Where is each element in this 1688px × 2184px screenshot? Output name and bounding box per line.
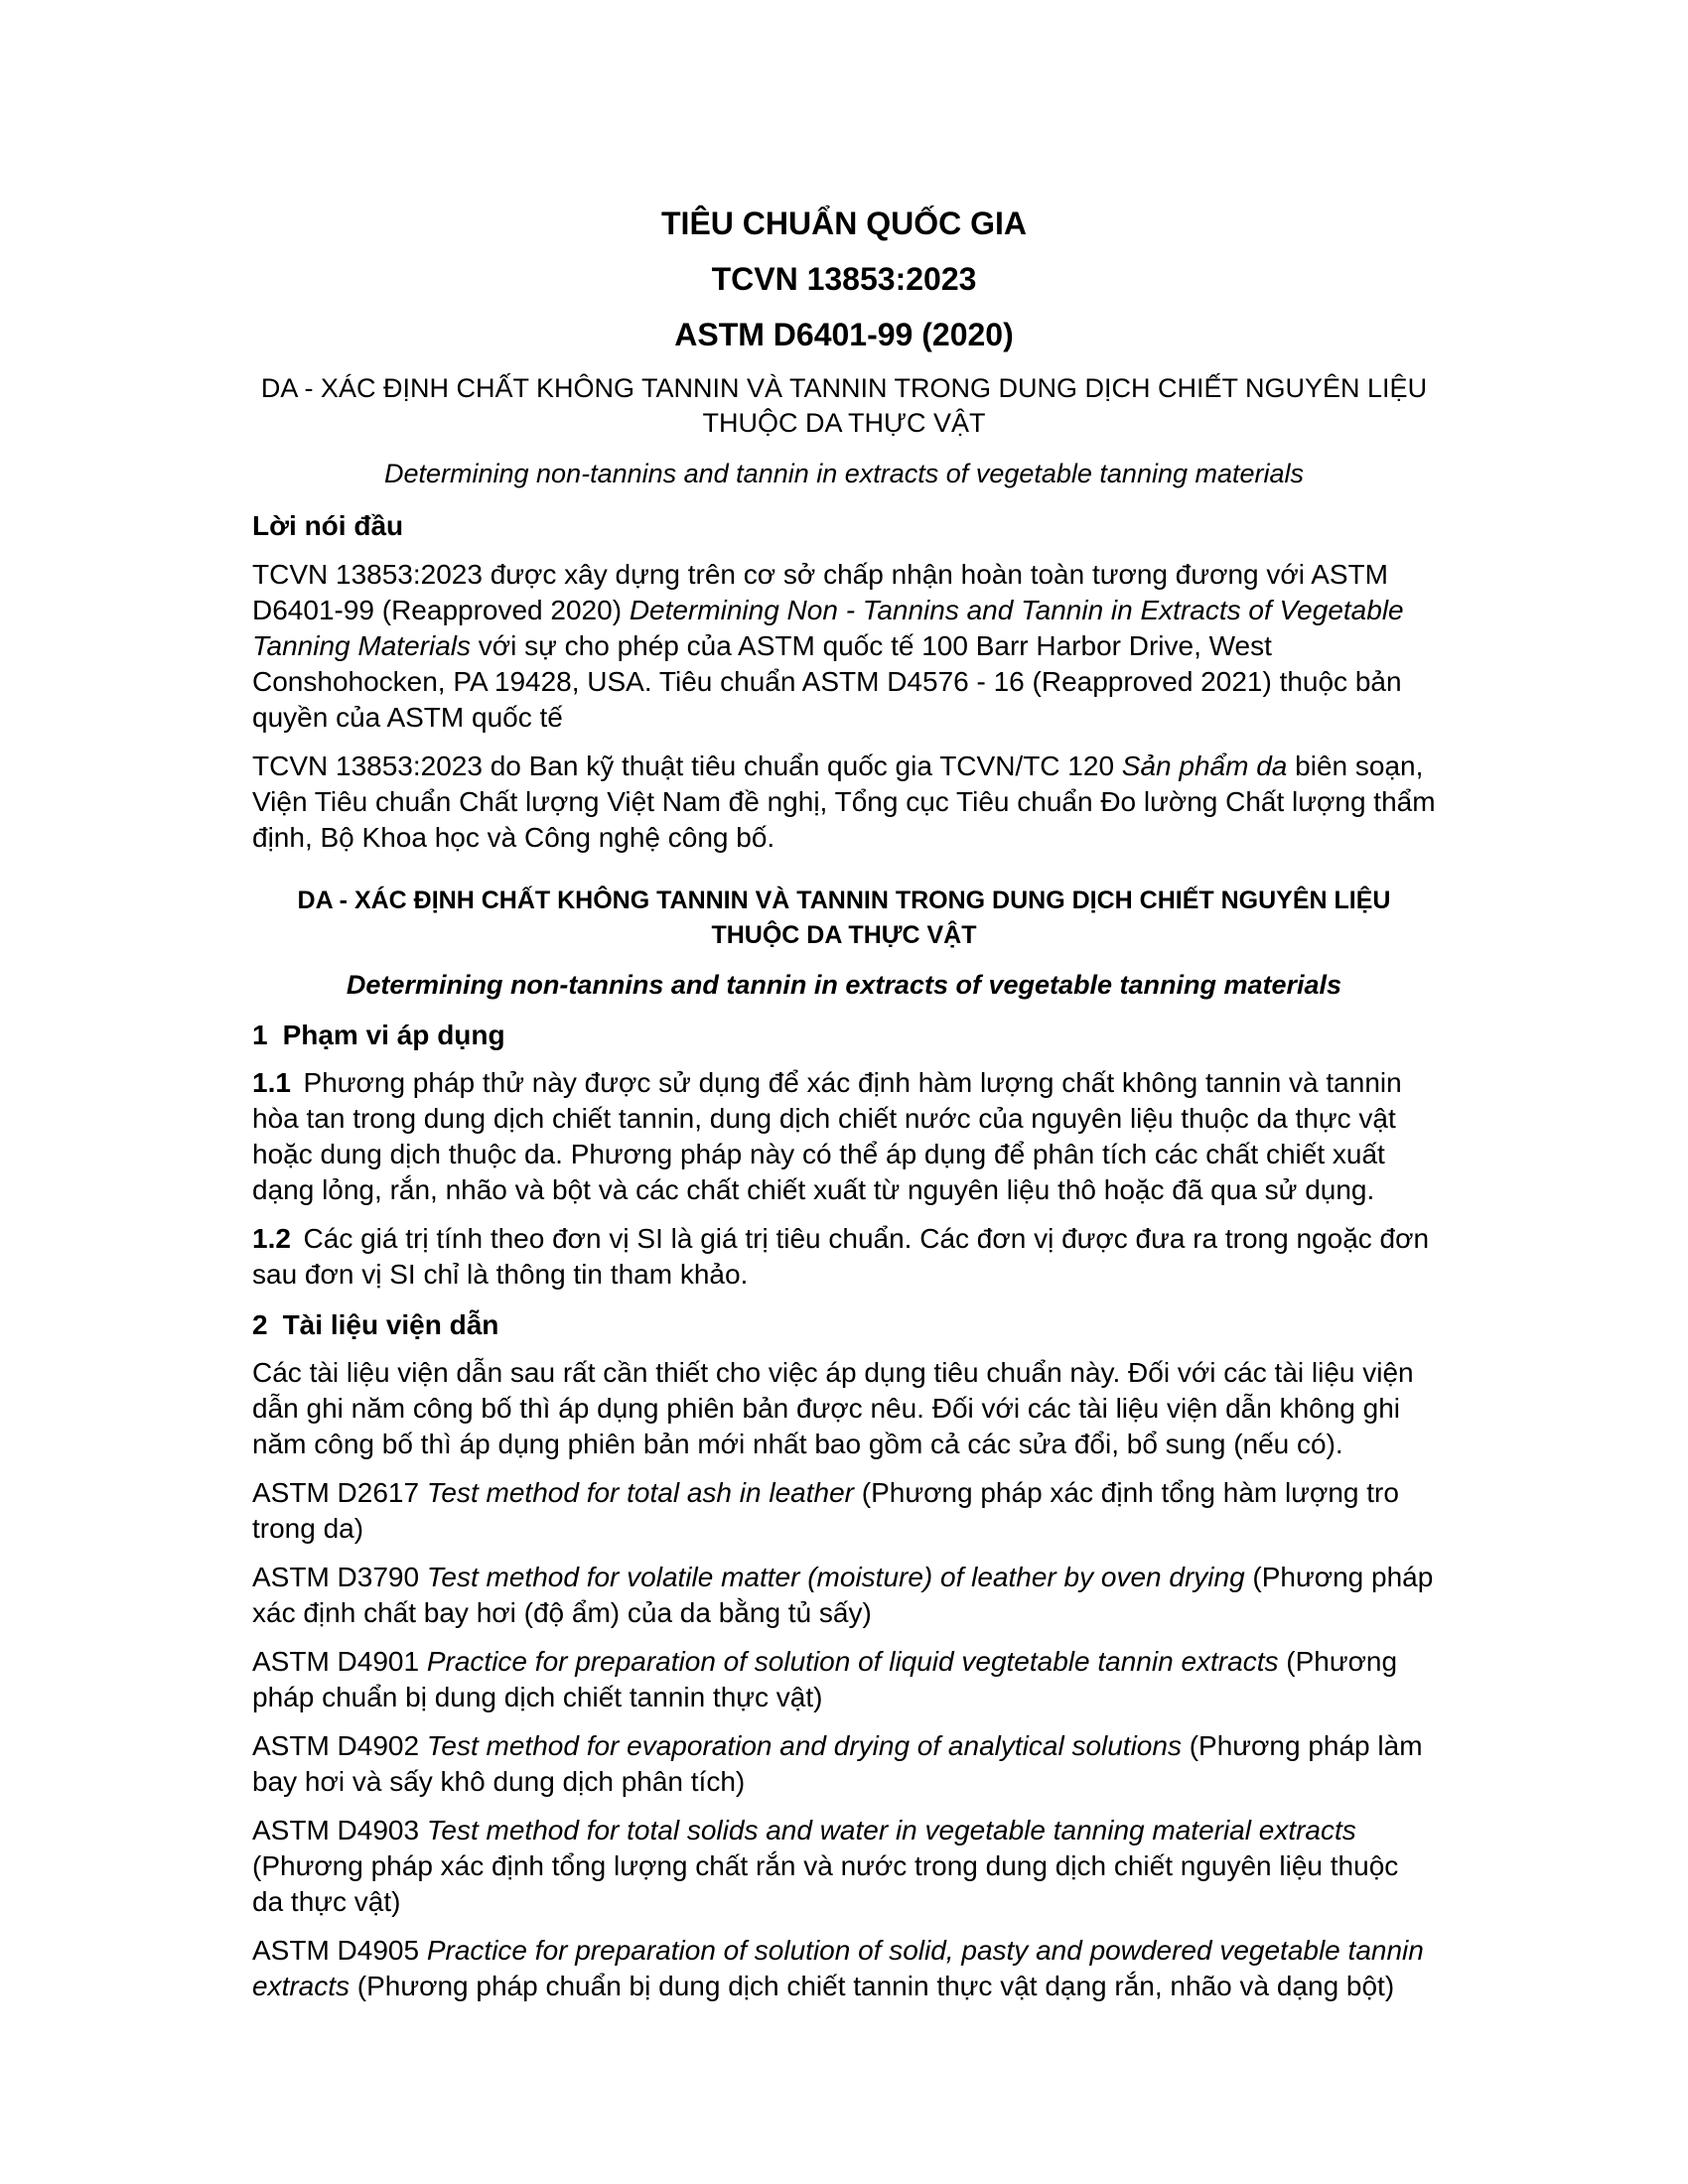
text: ASTM D4901 — [252, 1646, 427, 1677]
reference-astm-d2617 — [252, 1475, 1436, 1547]
document-title-en: Determining non-tannins and tannin in extracts of vegetable tanning materials — [383, 459, 1305, 488]
bold-text: 1.2 — [252, 1223, 291, 1254]
section-2-intro: Các tài liệu viện dẫn sau rất cần thiết cho việc áp dụng tiêu chuẩn này. Đối với các tài liệu viện dẫn ghi năm công bố thì áp dụng phiên bản được nêu. Đối với các tài liệu viện dẫn không ghi năm công bố thì áp dụng phiên bản mới nhất bao gồm cả các sửa đổi, bổ sung (nếu có). — [252, 1357, 1414, 1459]
text: với sự cho phép của ASTM quốc tế 100 Barr Harbor Drive, West Conshohocken, PA 19428, USA. Tiêu chuẩn ASTM D4576 - 16 (Reapproved 2021) thuộc bản quyền của ASTM quốc tế — [252, 630, 1402, 733]
italic-text: Test method for volatile matter (moisture) of leather by oven drying — [426, 1562, 1245, 1592]
text: ASTM D4903 — [252, 1815, 427, 1845]
italic-text: Sản phẩm da — [1121, 751, 1288, 781]
reference-astm-d4901 — [252, 1644, 1436, 1715]
document-title-vi: DA - XÁC ĐỊNH CHẤT KHÔNG TANNIN VÀ TANNIN TRONG DUNG DỊCH CHIẾT NGUYÊN LIỆU THUỘC DA THỰC VẬT — [260, 373, 1428, 438]
reference-astm-d4905 — [252, 1933, 1436, 2004]
bold-text: 1.1 — [252, 1067, 291, 1098]
doc-type-label: TIÊU CHUẨN QUỐC GIA — [661, 205, 1027, 241]
reference-astm-d3790 — [252, 1560, 1436, 1631]
main-title-vi: DA - XÁC ĐỊNH CHẤT KHÔNG TANNIN VÀ TANNIN TRONG DUNG DỊCH CHIẾT NGUYÊN LIỆU THUỘC DA THỰC VẬT — [297, 887, 1391, 949]
text: (Phương pháp chuẩn bị dung dịch chiết tannin thực vật dạng rắn, nhão và dạng bột) — [350, 1971, 1395, 2001]
foreword-paragraph-1 — [252, 557, 1436, 736]
foreword-paragraph-2 — [252, 749, 1436, 856]
text: Các giá trị tính theo đơn vị SI là giá trị tiêu chuẩn. Các đơn vị được đưa ra trong ngoặc đơn sau đơn vị SI chỉ là thông tin tham khảo. — [252, 1223, 1430, 1290]
italic-text: Practice for preparation of solution of liquid vegtetable tannin extracts — [426, 1646, 1279, 1677]
italic-text: Test method for total solids and water in vegetable tanning material extracts — [426, 1815, 1356, 1845]
italic-text: Practice for preparation of solution of solid, pasty and powdered vegetable tannin extracts — [252, 1935, 1424, 2001]
text: (Phương pháp xác định chất bay hơi (độ ẩm) của da bằng tủ sấy) — [252, 1562, 1434, 1628]
text: (Phương pháp làm bay hơi và sấy khô dung dịch phân tích) — [252, 1730, 1423, 1797]
section-1-heading — [252, 1018, 1436, 1053]
clause-1-2 — [252, 1221, 1436, 1293]
text: ASTM D2617 — [252, 1477, 427, 1508]
clause-1-1 — [252, 1065, 1436, 1208]
astm-code: ASTM D6401-99 (2020) — [674, 317, 1014, 352]
text: biên soạn, Viện Tiêu chuẩn Chất lượng Việt Nam đề nghị, Tổng cục Tiêu chuẩn Đo lường Chất lượng thẩm định, Bộ Khoa học và Công nghệ công bố. — [252, 751, 1436, 853]
standard-code: TCVN 13853:2023 — [711, 261, 977, 297]
section-2-heading — [252, 1307, 1436, 1343]
text: TCVN 13853:2023 được xây dựng trên cơ sở chấp nhận hoàn toàn tương đương với ASTM D6401-99 (Reapproved 2020) — [252, 559, 1388, 625]
reference-astm-d4903 — [252, 1813, 1436, 1920]
text: ASTM D3790 — [252, 1562, 427, 1592]
italic-text: Determining Non - Tannins and Tannin in Extracts of Vegetable Tanning Materials — [252, 595, 1404, 661]
section-2-title: Tài liệu viện dẫn — [282, 1309, 499, 1340]
section-2-number: 2 — [252, 1309, 268, 1340]
text: (Phương pháp chuẩn bị dung dịch chiết tannin thực vật) — [252, 1646, 1398, 1712]
section-1-title: Phạm vi áp dụng — [282, 1020, 505, 1050]
text: (Phương pháp xác định tổng lượng chất rắn và nước trong dung dịch chiết nguyên liệu thuộc da thực vật) — [252, 1850, 1399, 1917]
text: TCVN 13853:2023 do Ban kỹ thuật tiêu chuẩn quốc gia TCVN/TC 120 — [252, 751, 1122, 781]
text: (Phương pháp xác định tổng hàm lượng tro trong da) — [252, 1477, 1399, 1544]
text: ASTM D4902 — [252, 1730, 427, 1761]
reference-astm-d4902 — [252, 1728, 1436, 1800]
italic-text: Test method for total ash in leather — [426, 1477, 854, 1508]
section-1-number: 1 — [252, 1020, 268, 1050]
text: ASTM D4905 — [252, 1935, 427, 1966]
text: Phương pháp thử này được sử dụng để xác định hàm lượng chất không tannin và tannin hòa tan trong dung dịch chiết tannin, dung dịch chiết nước của nguyên liệu thuộc da thực vật hoặc dung dịch thuộc da. Phương pháp này có thể áp dụng để phân tích các chất chiết xuất dạng lỏng, rắn, nhão và bột và các chất chiết xuất từ nguyên liệu thô hoặc đã qua sử dụng. — [252, 1067, 1402, 1205]
foreword-heading: Lời nói đầu — [252, 510, 404, 541]
italic-text: Test method for evaporation and drying of analytical solutions — [426, 1730, 1182, 1761]
main-title-en: Determining non-tannins and tannin in extracts of vegetable tanning materials — [346, 970, 1342, 1000]
